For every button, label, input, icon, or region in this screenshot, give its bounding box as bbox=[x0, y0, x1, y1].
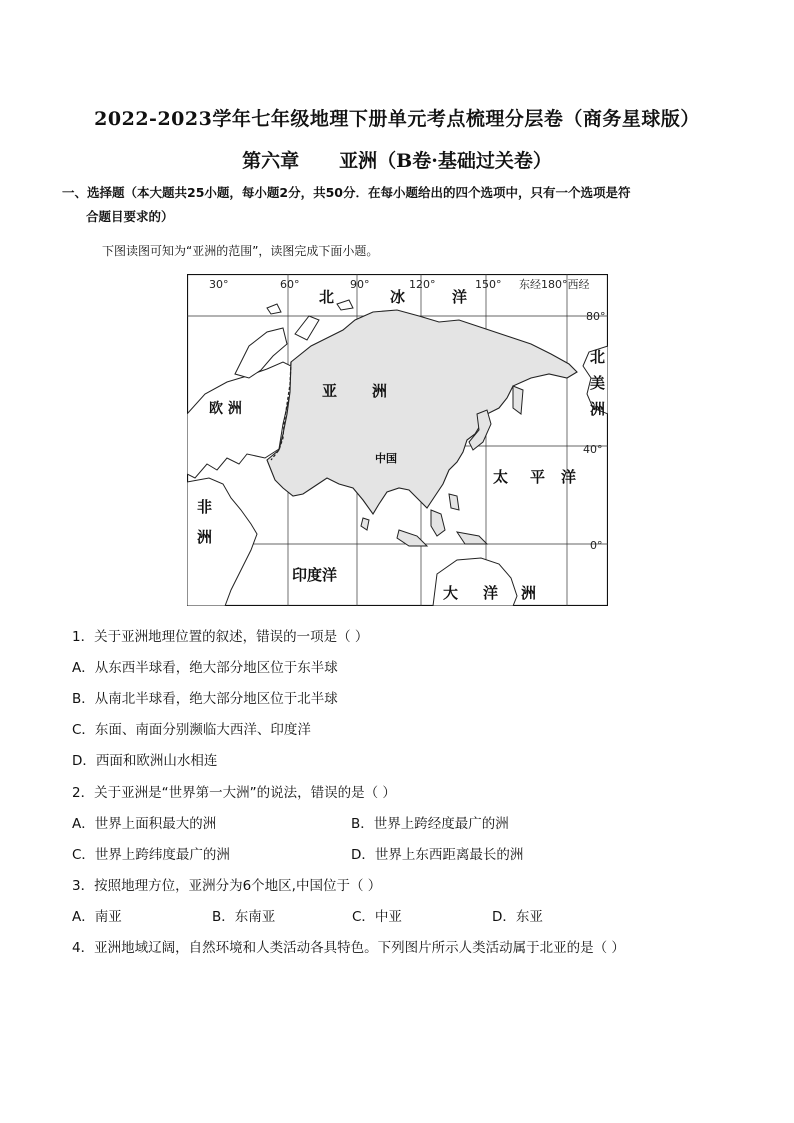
north-america-char-2: 美 bbox=[590, 374, 606, 392]
pacific-char-1: 太 bbox=[493, 468, 509, 486]
question-2-option-b[interactable]: B．世界上跨经度最广的洲 bbox=[351, 816, 509, 832]
arctic-ocean-char-2: 冰 bbox=[390, 288, 406, 306]
lon-label-90: 90° bbox=[350, 278, 370, 291]
question-3-option-b[interactable]: B．东南亚 bbox=[212, 909, 276, 925]
lon-note-180: 东经180°西经 bbox=[519, 278, 590, 291]
question-1-option-b[interactable]: B．从南北半球看，绝大部分地区位于北半球 bbox=[72, 691, 338, 707]
chapter-topic: 亚洲（B卷·基础过关卷） bbox=[339, 150, 552, 172]
question-1-option-a[interactable]: A．从东西半球看，绝大部分地区位于东半球 bbox=[72, 660, 338, 676]
section-line-1: 一、选择题（本大题共25小题，每小题2分，共50分．在每小题给出的四个选项中，只有一个选项是符 bbox=[62, 185, 631, 200]
pacific-char-2: 平 bbox=[530, 468, 546, 486]
north-america-char-3: 洲 bbox=[590, 400, 606, 418]
north-america-char-1: 北 bbox=[590, 348, 606, 366]
section-line-2: 合题目要求的） bbox=[86, 209, 174, 224]
page-title: 2022-2023学年七年级地理下册单元考点梳理分层卷（商务星球版） bbox=[94, 108, 700, 130]
pacific-char-3: 洋 bbox=[561, 468, 577, 486]
lat-label-0: 0° bbox=[590, 539, 603, 552]
africa-char-1: 非 bbox=[197, 498, 213, 516]
oceania-char-2: 洋 bbox=[483, 584, 499, 602]
china-label: 中国 bbox=[375, 452, 397, 465]
question-4-stem: 4．亚洲地域辽阔，自然环境和人类活动各具特色。下列图片所示人类活动属于北亚的是（ ） bbox=[72, 940, 625, 956]
lon-label-120: 120° bbox=[409, 278, 436, 291]
chapter-subtitle bbox=[0, 146, 794, 173]
map-intro: 下图读图可知为“亚洲的范围”，读图完成下面小题。 bbox=[102, 244, 379, 258]
lon-label-150: 150° bbox=[475, 278, 502, 291]
question-2-option-c[interactable]: C．世界上跨纬度最广的洲 bbox=[72, 847, 230, 863]
indian-ocean-label: 印度洋 bbox=[292, 566, 338, 584]
question-3-stem: 3．按照地理方位，亚洲分为6个地区,中国位于（ ） bbox=[72, 878, 382, 894]
question-2-option-a[interactable]: A．世界上面积最大的洲 bbox=[72, 816, 217, 832]
europe-label: 欧 洲 bbox=[209, 401, 242, 417]
question-2-stem: 2．关于亚洲是“世界第一大洲”的说法，错误的是（ ） bbox=[72, 785, 396, 801]
africa-char-2: 洲 bbox=[197, 528, 213, 546]
oceania-char-3: 洲 bbox=[521, 584, 537, 602]
lon-label-30: 30° bbox=[209, 278, 229, 291]
arctic-ocean-char-1: 北 bbox=[319, 288, 335, 306]
asia-label-char-1: 亚 bbox=[322, 382, 338, 400]
chapter-label: 第六章 bbox=[242, 150, 300, 172]
question-3-option-d[interactable]: D．东亚 bbox=[492, 909, 543, 925]
question-1-stem: 1．关于亚洲地理位置的叙述，错误的一项是（ ） bbox=[72, 629, 369, 645]
question-1-option-d[interactable]: D．西面和欧洲山水相连 bbox=[72, 753, 218, 769]
section-heading bbox=[62, 181, 734, 229]
question-2-option-d[interactable]: D．世界上东西距离最长的洲 bbox=[351, 847, 524, 863]
lon-label-60: 60° bbox=[280, 278, 300, 291]
oceania-char-1: 大 bbox=[443, 584, 459, 602]
lat-label-40: 40° bbox=[583, 443, 603, 456]
arctic-ocean-char-3: 洋 bbox=[452, 288, 468, 306]
lat-label-80: 80° bbox=[586, 310, 606, 323]
question-3-option-a[interactable]: A．南亚 bbox=[72, 909, 122, 925]
question-1-option-c[interactable]: C．东面、南面分别濒临大西洋、印度洋 bbox=[72, 722, 311, 738]
asia-map bbox=[187, 274, 608, 606]
asia-label-char-2: 洲 bbox=[372, 382, 388, 400]
question-3-option-c[interactable]: C．中亚 bbox=[352, 909, 402, 925]
